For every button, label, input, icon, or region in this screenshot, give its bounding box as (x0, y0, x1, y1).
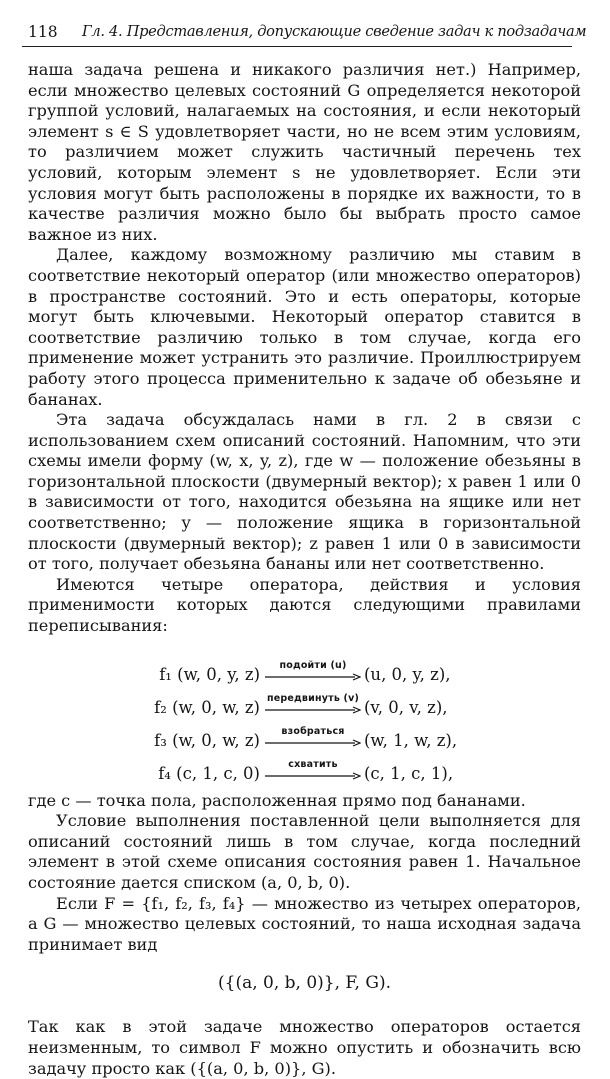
paragraph-final: Так как в этой задаче множество операторов остается неизменным, то символ F можно опустить и обозначить всю задачу просто как ({(a, 0, b, 0)}, G). (28, 1017, 581, 1078)
paragraph-2: Далее, каждому возможному различию мы ставим в соответствие некоторый оператор (или множество операторов) в пространстве состояний. Это и есть операторы, которые могут быть ключевыми. Некоторый оператор ставится в соответствие различию только в том случае, когда его применение может устранить это различие. Проиллюстрируем работу этого процесса применительно к задаче об обезьяне и бананах. (28, 245, 581, 409)
page-body (28, 60, 581, 1079)
rule-label: передвинуть (v) (266, 692, 360, 704)
running-header (22, 20, 587, 47)
arrow-icon (265, 706, 361, 714)
paragraph-3: Эта задача обсуждалась нами в гл. 2 в связи с использованием схем описаний состояний. Напомним, что эти схемы имели форму (w, x, y, z), где w — положение обезьяны в горизонтальной плоскости (двумерный вектор); x равен 1 или 0 в зависимости от того, находится обезьяна на ящике или нет соответственно; y — положение ящика в горизонтальной плоскости (двумерный вектор); z равен 1 или 0 в зависимости от того, получает обезьяна бананы или нет соответственно. (28, 410, 581, 574)
rule-arrow (265, 660, 361, 684)
page-number: 118 (28, 23, 58, 41)
rule-rhs: (u, 0, y, z), (364, 664, 451, 684)
rule-label: подойти (u) (279, 659, 347, 671)
rule-arrow (265, 759, 361, 783)
paragraph-1: наша задача решена и никакого различия нет.) Например, если множество целевых состояний G определяется некоторой группой условий, налагаемых на состояния, и если некоторый элемент s ∈ S удовлетворяет части, но не всем этим условиям, то различием может служить частичный перечень тех условий, которым элемент s не удовлетворяет. Если эти условия могут быть расположены в порядке их важности, то в качестве различия можно было бы выбрать просто самое важное из них. (28, 60, 581, 244)
rule-lhs: f₁ (w, 0, y, z) (159, 664, 260, 684)
rule-rhs: (v, 0, v, z), (364, 697, 448, 717)
rule-rhs: (w, 1, w, z), (364, 730, 458, 750)
rule-arrow (265, 693, 361, 717)
paragraph-4: Имеются четыре оператора, действия и условия применимости которых даются следующими правилами переписывания: (28, 574, 581, 636)
rule-row (28, 750, 581, 783)
paragraph-6: Если F = {f₁, f₂, f₃, f₄} — множество из четырех операторов, а G — множество целевых состояний, то наша исходная задача принимает вид (28, 893, 581, 954)
running-title: Гл. 4. Представления, допускающие сведение задач к подзадачам (82, 23, 587, 40)
rule-lhs: f₄ (c, 1, c, 0) (158, 763, 260, 783)
rule-lhs: f₂ (w, 0, w, z) (154, 697, 260, 717)
paragraph-after-rules: где c — точка пола, расположенная прямо под бананами. (28, 790, 526, 810)
arrow-icon (265, 673, 361, 681)
paragraph-5: Условие выполнения поставленной цели выполняется для описаний состояний лишь в том случае, когда последний элемент в этой схеме описания состояния равен 1. Начальное состояние дается списком (a, 0, b, 0). (28, 811, 581, 892)
rule-row (28, 684, 581, 717)
rule-label: схватить (288, 758, 338, 770)
arrow-icon (265, 739, 361, 747)
rewrite-rules (28, 651, 581, 783)
rule-row (28, 717, 581, 750)
rule-lhs: f₃ (w, 0, w, z) (154, 730, 260, 750)
rule-arrow (265, 726, 361, 750)
rule-label: взобраться (281, 725, 345, 737)
task-formula: ({(a, 0, b, 0)}, F, G). (218, 973, 391, 994)
arrow-icon (265, 772, 361, 780)
rule-row (28, 651, 581, 684)
rule-rhs: (c, 1, c, 1), (364, 763, 454, 783)
